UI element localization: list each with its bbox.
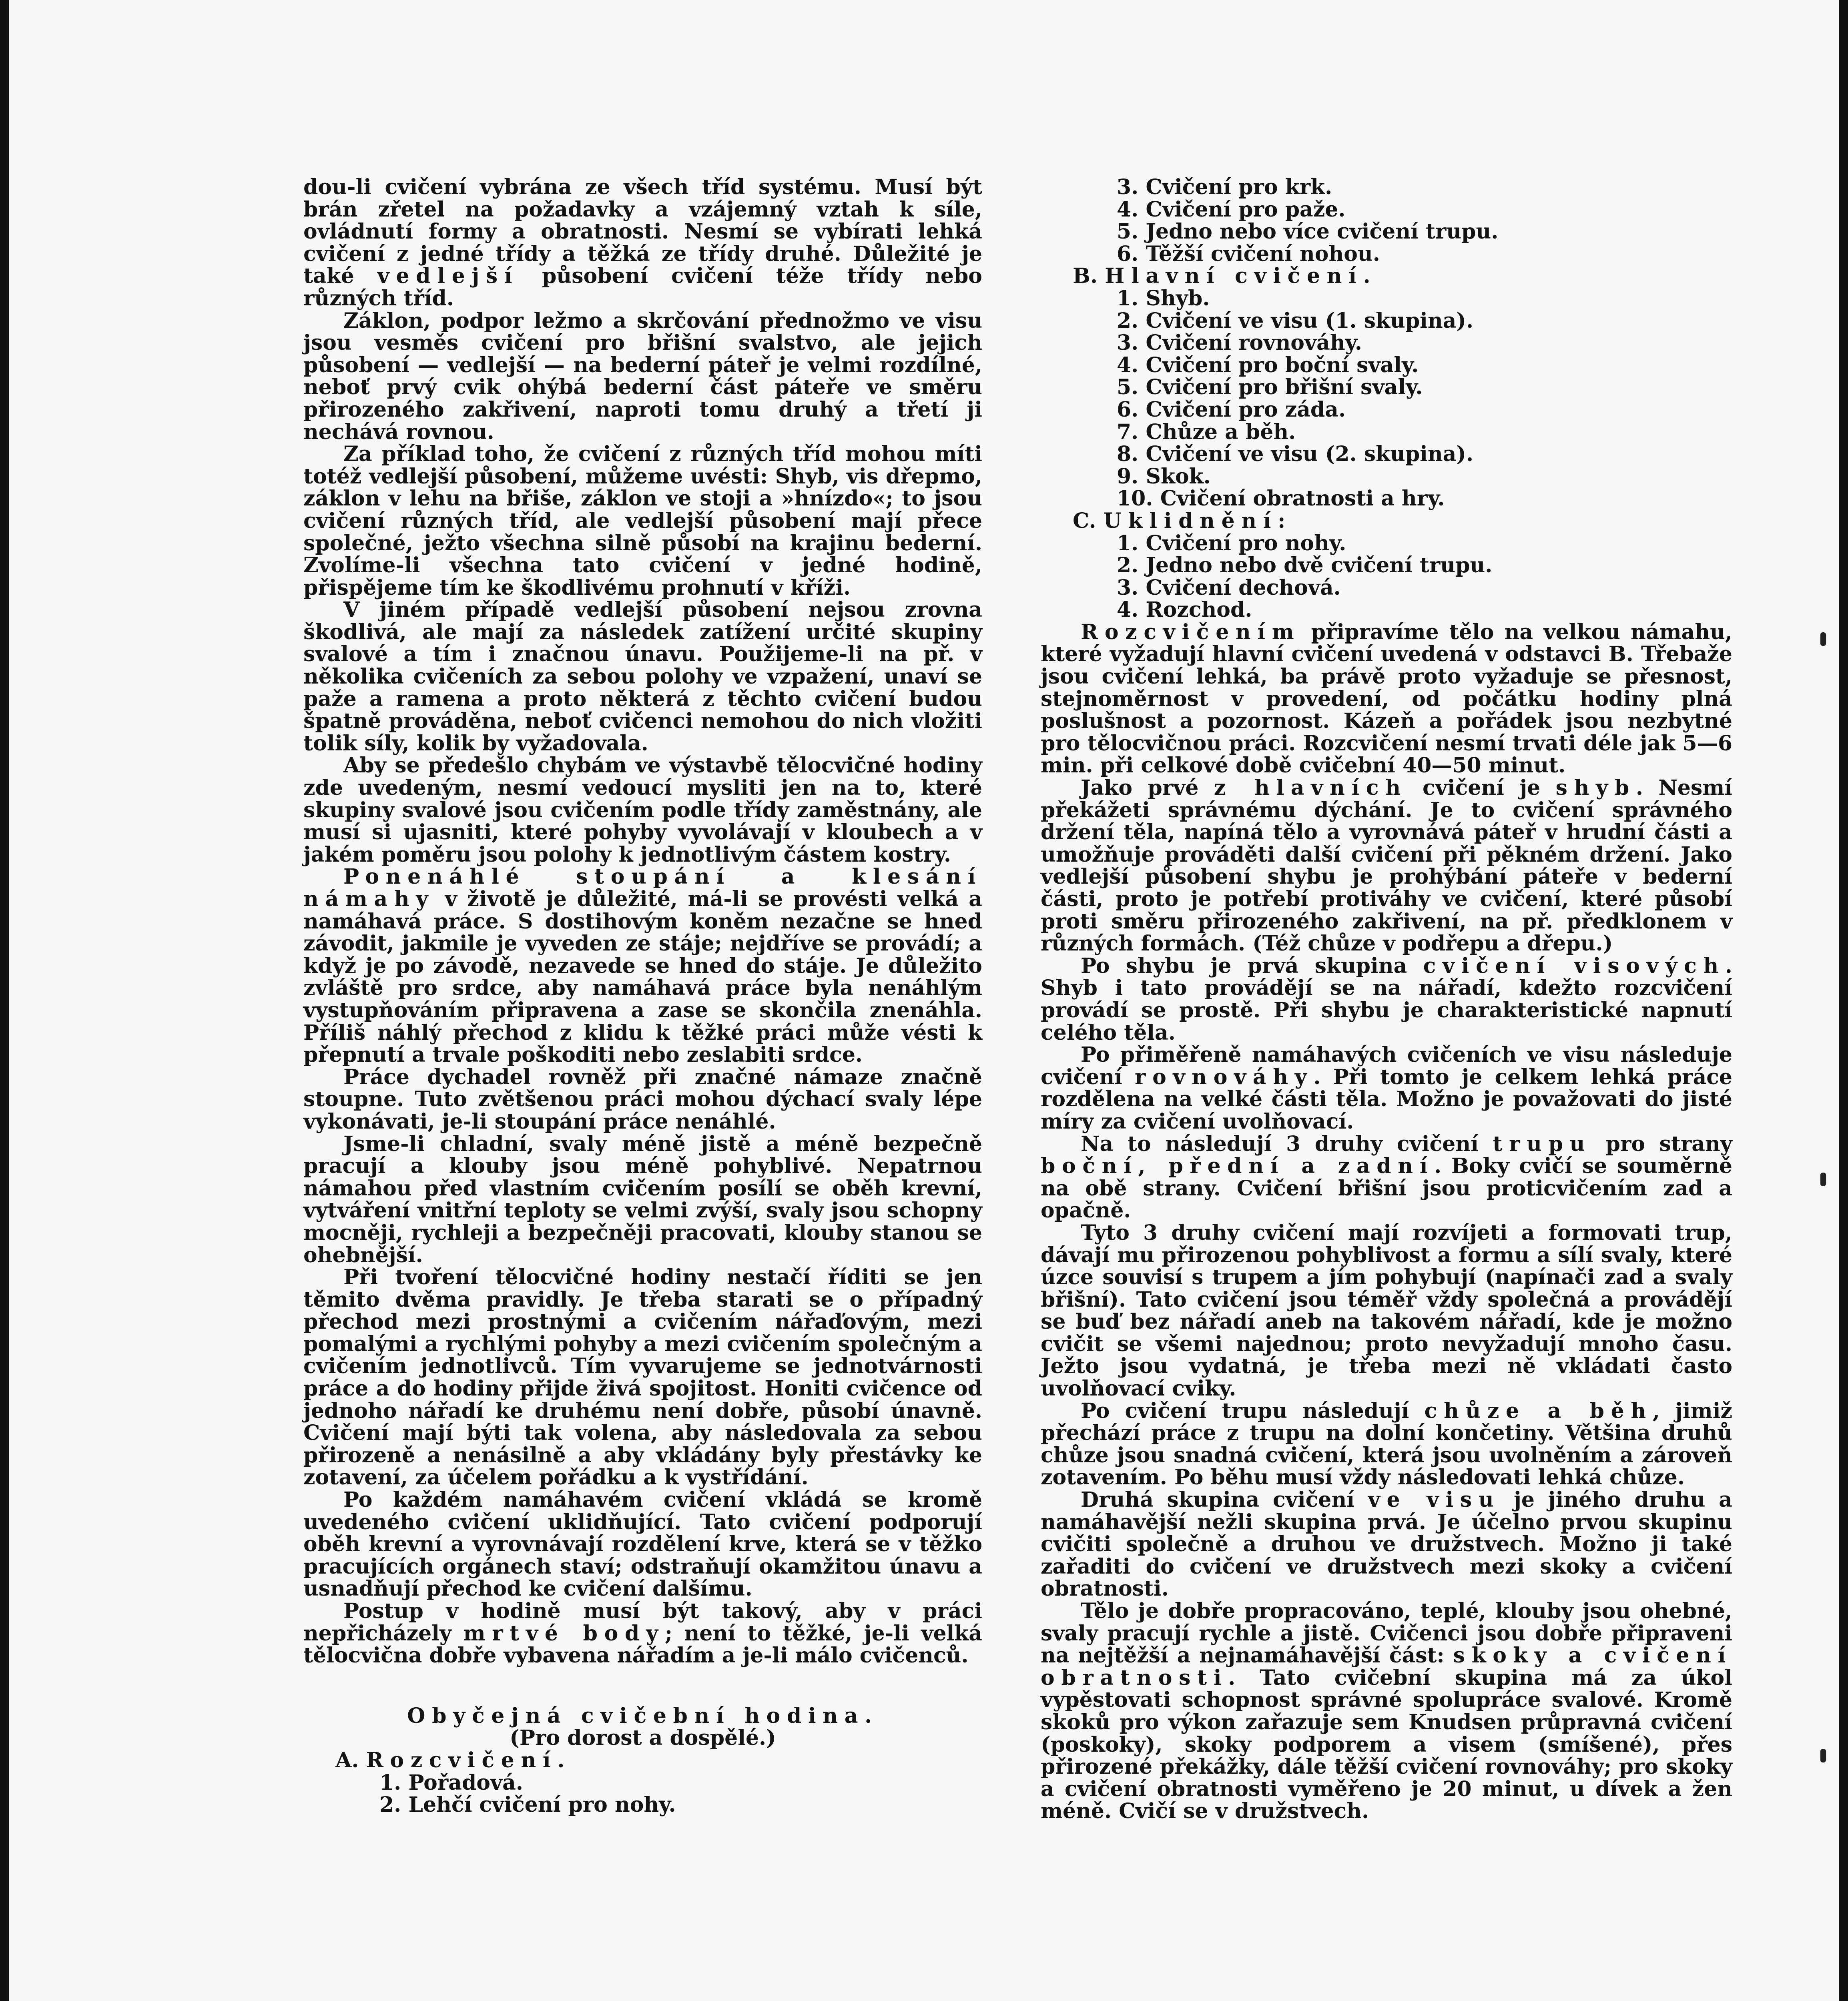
list-item: 3. Cvičení dechová. <box>1117 575 1341 600</box>
list-item: 4. Rozchod. <box>1117 597 1252 622</box>
list-item: 6. Těžší cvičení nohou. <box>1117 241 1380 266</box>
paragraph: Rozcvičením připravíme tělo na velkou námahu, které vyžadují hlavní cvičení uvedená v odstavci B. Třebaže jsou cvičení lehká, ba právě proto vyžaduje se přesnost, stejnoměrnost v provedení, od počátku hodiny plná poslušnost a pozornost. Kázeň a pořádek jsou nezbytné pro tělocvičnou práci. Rozcvičení nesmí trvati déle jak 5—6 min. při celkové době cvičební 40—50 minut. <box>1041 620 1732 778</box>
paragraph: Aby se předešlo chybám ve výstavbě tělocvičné hodiny zde uvedeným, nesmí vedoucí mysliti jen na to, které skupiny svalové jsou cvičením podle třídy zaměstnány, ale musí si ujasniti, které pohyby vyvolávají v kloubech a v jakém poměru jsou polohy k jednotlivým částem kostry. <box>303 753 982 867</box>
list-item: 6. Cvičení pro záda. <box>1117 397 1346 422</box>
list-item: 9. Skok. <box>1117 464 1211 489</box>
paragraph: Tělo je dobře propracováno, teplé, klouby jsou ohebné, svaly pracují rychle a jistě. Cvičenci jsou dobře připraveni na nejtěžší a nejnamáhavější část: skoky a cvičení obratnosti. Tato cvičební skupina má za úkol vypěstovati schopnost správné spolupráce svalové. Kromě skoků pro výkon zařazuje sem Knudsen průpravná cvičení (poskoky), skoky podporem a visem (smíšené), přes přirozené překážky, dále těžší cvičení rovnováhy; pro skoky a cvičení obratnosti vyměřeno je 20 minut, u dívek a žen méně. Cvičí se v družstvech. <box>1041 1599 1732 1824</box>
scan-border-right <box>1839 0 1848 2001</box>
paragraph: Práce dychadel rovněž při značné námaze značně stoupne. Tuto zvětšenou práci mohou dýchací svaly lépe vykonávati, je-li stoupání práce nenáhlé. <box>303 1065 982 1134</box>
list-item: 1. Pořadová. <box>379 1770 523 1795</box>
lesson-subtitle: (Pro dorost a dospělé.) <box>510 1726 776 1750</box>
paragraph: Při tvoření tělocvičné hodiny nestačí říditi se jen těmito dvěma pravidly. Je třeba starati se o případný přechod mezi prostnými a cvičením nářaďovým, mezi pomalými a rychlými pohyby a mezi cvičením společným a cvičením jednotlivců. Tím vyvarujeme se jednotvárnosti práce a do hodiny přijde živá spojitost. Honiti cvičence od jednoho nářadí ke druhému není dobře, působí únavně. Cvičení mají býti tak volena, aby následovala za sebou přirozeně a nenásilně a aby vkládány byly přestávky ke zotavení, za účelem pořádku a k vystřídání. <box>303 1265 982 1490</box>
list-item: 5. Jedno nebo více cvičení trupu. <box>1117 219 1499 244</box>
paragraph: Po shybu je prvá skupina cvičení visových. Shyb i tato provádějí se na nářadí, kdežto rozcvičení provádí se prostě. Při shybu je charakteristické napnutí celého těla. <box>1041 953 1732 1045</box>
paragraph: Druhá skupina cvičení ve visu je jiného druhu a namáhavější nežli skupina prvá. Je účelno prvou skupinu cvičiti společně a druhou ve družstvech. Možno ji také zařaditi do cvičení ve družstvech mezi skoky a cvičení obratnosti. <box>1041 1488 1732 1601</box>
scan-border-left <box>0 0 9 2001</box>
list-item: 3. Cvičení pro krk. <box>1117 175 1332 199</box>
paragraph: Záklon, podpor ležmo a skrčování přednožmo ve visu jsou vesměs cvičení pro břišní svalstvo, ale jejich působení — vedlejší — na bederní páteř je velmi rozdílné, neboť prvý cvik ohýbá bederní část páteře ve směru přirozeného zakřivení, naproti tomu druhý a třetí ji nechává rovnou. <box>303 308 982 444</box>
list-item: 1. Cvičení pro nohy. <box>1117 531 1346 555</box>
paragraph: Ponenáhlé stoupání a klesání námahy v životě je důležité, má-li se provésti velká a namáhavá práce. S dostihovým koněm nezačne se hned závodit, jakmile je vyveden ze stáje; nejdříve se provádí; a když je po závodě, nezavede se hned do stáje. Je důležito zvláště pro srdce, aby namáhavá práce byla nenáhlým vystupňováním připravena a zase se skončila znenáhla. Příliš náhlý přechod z klidu k těžké práci může vésti k přepnutí a trvale poškoditi nebo zeslabiti srdce. <box>303 864 982 1067</box>
list-item: 3. Cvičení rovnováhy. <box>1117 331 1362 355</box>
section-b-heading: B. Hlavní cvičení. <box>1073 264 1377 289</box>
paragraph: Jako prvé z hlavních cvičení je shyb. Nesmí překážeti správnému dýchání. Je to cvičení správného držení těla, napíná tělo a vyrovnává páteř v hrudní části a umožňuje prováděti další cvičení při pěkném držení. Jako vedlejší působení shybu je prohýbání páteře v bederní části, proto je potřebí protiváhy ve cvičení, které působí proti směru přirozeného zakřivení, na př. předklonem v různých formách. (Též chůze v podřepu a dřepu.) <box>1041 776 1733 956</box>
section-a-heading: A. Rozcvičení. <box>335 1748 572 1772</box>
paragraph: Postup v hodině musí být takový, aby v práci nepřicházely mrtvé body; není to těžké, je-li velká tělocvična dobře vybavena nářadím a je-li málo cvičenců. <box>303 1599 983 1668</box>
paragraph: Jsme-li chladní, svaly méně jistě a méně bezpečně pracují a klouby jsou méně pohyblivé. Nepatrnou námahou před vlastním cvičením posílí se oběh krevní, vytváření vnitřní teploty se velmi zvýší, svaly jsou schopny mocněji, rychleji a bezpečněji pracovati, klouby stanou se ohebnější. <box>303 1131 982 1267</box>
margin-mark <box>1820 1173 1826 1186</box>
paragraph: Po přiměřeně namáhavých cvičeních ve visu následuje cvičení rovnováhy. Při tomto je celkem lehká práce rozdělena na velké části těla. Možno je považovati do jisté míry za cvičení uvolňovací. <box>1041 1043 1733 1134</box>
paragraph: V jiném případě vedlejší působení nejsou zrovna škodlivá, ale mají za následek zatížení určité skupiny svalové a tím i značnou únavu. Použijeme-li na př. v několika cvičeních za sebou polohy ve vzpažení, unaví se paže a ramena a proto některá z těchto cvičení budou špatně prováděna, neboť cvičenci nemohou do nich vložiti tolik síly, kolik by vyžadovala. <box>303 597 982 756</box>
list-item: 4. Cvičení pro boční svaly. <box>1117 353 1419 377</box>
paragraph: Po každém namáhavém cvičení vkládá se kromě uvedeného cvičení uklidňující. Tato cvičení podporují oběh krevní a vyrovnávají rozdělení krve, která se v těžko pracujících orgánech staví; odstraňují okamžitou únavu a usnadňují přechod ke cvičení dalšímu. <box>303 1488 982 1601</box>
list-item: 7. Chůze a běh. <box>1117 419 1296 444</box>
list-item: 2. Jedno nebo dvě cvičení trupu. <box>1117 553 1493 578</box>
paragraph: Za příklad toho, že cvičení z různých tříd mohou míti totéž vedlejší působení, můžeme uvésti: Shyb, vis dřepmo, záklon v lehu na břiše, záklon ve stoji a »hnízdo«; to jsou cvičení různých tříd, ale vedlejší působení mají přece společné, ježto všechna silně působí na krajinu bederní. Zvolíme-li všechna tato cvičení v jedné hodině, přispějeme tím ke škodlivému prohnutí v kříži. <box>303 442 982 600</box>
list-item: 1. Shyb. <box>1117 286 1210 311</box>
list-item: 5. Cvičení pro břišní svaly. <box>1117 375 1423 400</box>
paragraph: Po cvičení trupu následují chůze a běh, jimiž přechází práce z trupu na dolní končetiny. Většina druhů chůze jsou snadná cvičení, která jsou uvolněním a zároveň zotavením. Po běhu musí vždy následovati lehká chůze. <box>1041 1398 1732 1490</box>
list-item: 8. Cvičení ve visu (2. skupina). <box>1117 442 1474 467</box>
paragraph: dou-li cvičení vybrána ze všech tříd systému. Musí být brán zřetel na požadavky a vzájemný vztah k síle, ovládnutí formy a obratnosti. Nesmí se vybírati lehká cvičení z jedné třídy a těžká ze třídy druhé. Důležité je také vedlejší působení cvičení téže třídy nebo různých tříd. <box>303 175 982 311</box>
right-column <box>1041 176 1732 1823</box>
list-item: 2. Cvičení ve visu (1. skupina). <box>1117 308 1474 333</box>
lesson-heading <box>303 1705 982 1749</box>
left-column <box>303 176 982 1816</box>
paragraph: Tyto 3 druhy cvičení mají rozvíjeti a formovati trup, dávají mu přirozenou pohyblivost a formu a sílí svaly, které úzce souvisí s trupem a jím pohybují (napínači zad a svaly břišní). Tato cvičení jsou téměř vždy společná a provádějí se buď bez nářadí aneb na takovém nářadí, kde je možno cvičit se všemi najednou; proto nevyžadují mnoho času. Ježto jsou vydatná, je třeba mezi ně vkládati často uvolňovací cviky. <box>1041 1220 1732 1401</box>
lesson-title: Obyčejná cvičební hodina. <box>407 1703 879 1728</box>
margin-mark <box>1820 632 1826 646</box>
list-item: 2. Lehčí cvičení pro nohy. <box>379 1792 676 1817</box>
margin-mark <box>1820 1749 1826 1762</box>
list-item: 10. Cvičení obratnosti a hry. <box>1117 486 1445 511</box>
list-item: 4. Cvičení pro paže. <box>1117 197 1346 222</box>
section-c-heading: C. Uklidnění: <box>1073 508 1292 533</box>
paragraph: Na to následují 3 druhy cvičení trupu pro strany boční, přední a zadní. Boky cvičí se souměrně na obě strany. Cvičení břišní jsou proticvičením zad a opačně. <box>1041 1131 1733 1223</box>
